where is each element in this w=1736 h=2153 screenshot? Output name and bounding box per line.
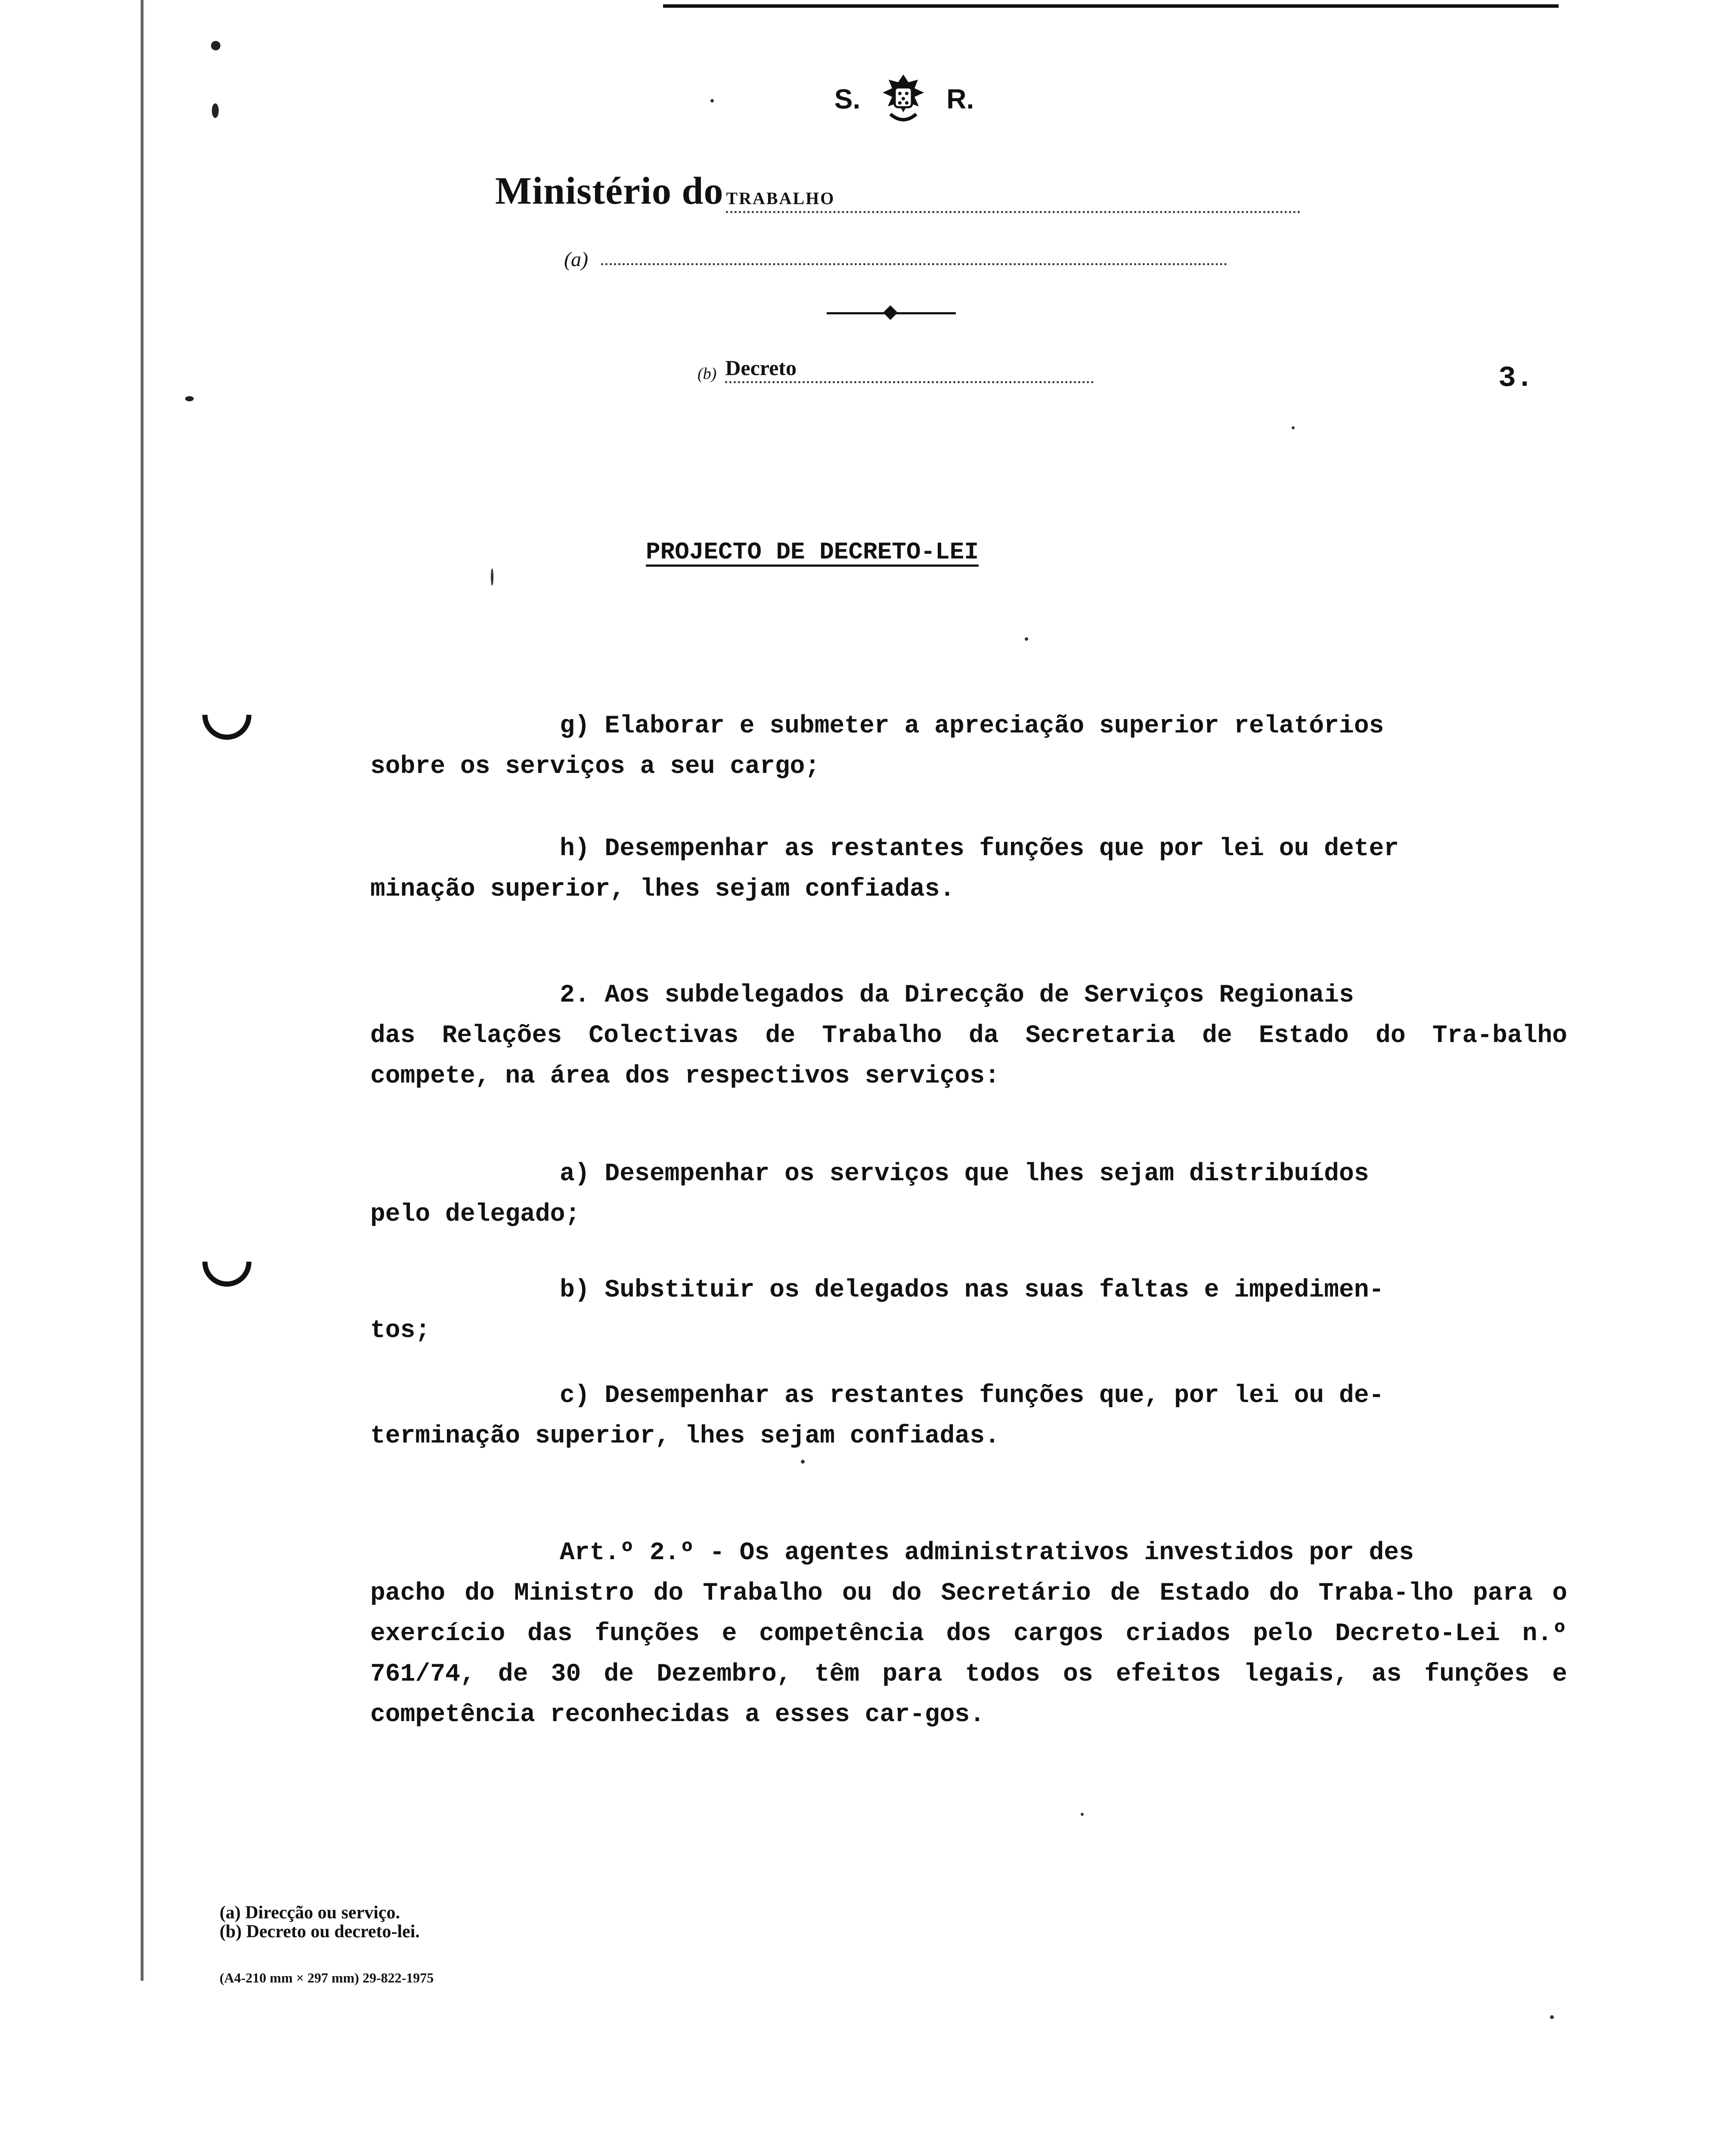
- field-a-label: (a): [564, 248, 588, 271]
- paragraph-first-line: a) Desempenhar os serviços que lhes sejam distribuídos: [560, 1160, 1369, 1188]
- scan-speck: [491, 568, 493, 586]
- scan-speck: [1025, 637, 1028, 641]
- footnote-a: (a) Direcção ou serviço.: [220, 1903, 400, 1923]
- punch-hole-mark: [202, 715, 251, 740]
- footnotes: [220, 1903, 420, 1941]
- paragraph-b: [370, 1270, 1567, 1351]
- paragraph-first-line: b) Substituir os delegados nas suas faltas e impedimen-: [560, 1276, 1384, 1304]
- field-a-dotted-line: [601, 263, 1227, 265]
- field-b-label: (b): [698, 365, 717, 383]
- coat-of-arms-icon: [877, 71, 929, 127]
- document-title: PROJECTO DE DECRETO-LEI: [646, 538, 979, 566]
- paragraph-rest: das Relações Colectivas de Trabalho da Secretaria de Estado do Tra-balho compete, na área dos respectivos serviços:: [370, 1022, 1567, 1090]
- scan-speck: [1550, 2015, 1554, 2019]
- paragraph-rest: sobre os serviços a seu cargo;: [370, 753, 820, 781]
- binding-speck: [212, 103, 219, 118]
- field-b-line: [698, 344, 1094, 383]
- binding-edge: [140, 0, 144, 1981]
- scan-speck: [1081, 1813, 1084, 1816]
- paragraph-first-line: 2. Aos subdelegados da Direcção de Serviços Regionais: [560, 981, 1354, 1009]
- paragraph-first-line: Art.º 2.º - Os agentes administrativos investidos por des: [560, 1539, 1414, 1567]
- paragraph-rest: pelo delegado;: [370, 1201, 580, 1229]
- form-code: (A4-210 mm × 297 mm) 29-822-1975: [220, 1970, 434, 1985]
- scan-speck: [801, 1460, 805, 1464]
- paragraph-c: [370, 1376, 1567, 1457]
- emblem-line: [797, 69, 1012, 129]
- paragraph-a: [370, 1154, 1567, 1235]
- paragraph-h: [370, 829, 1567, 910]
- paragraph-rest: minação superior, lhes sejam confiadas.: [370, 875, 955, 903]
- binding-speck: [185, 396, 194, 401]
- paragraph-first-line: g) Elaborar e submeter a apreciação superior relatórios: [560, 712, 1384, 740]
- paragraph-rest: pacho do Ministro do Trabalho ou do Secretário de Estado do Traba-lho para o exercício das funções e competência dos cargos criados pelo Decreto-Lei n.º 761/74, de 30 de Dezembro, têm para todos os efeitos legais, as funções e competência reconhecidas a esses car-gos.: [370, 1579, 1567, 1729]
- field-b-value: Decreto: [725, 355, 1094, 383]
- ministry-line: [495, 153, 1300, 213]
- page-number: 3.: [1498, 362, 1534, 395]
- paragraph-rest: terminação superior, lhes sejam confiadas.: [370, 1422, 1000, 1450]
- emblem-right-letter: R.: [946, 84, 974, 115]
- scan-speck: [1292, 426, 1295, 429]
- paragraph-g: [370, 706, 1567, 787]
- paragraph-2: [370, 975, 1567, 1097]
- top-rule: [663, 4, 1559, 8]
- ministry-value: TRABALHO: [726, 188, 1300, 213]
- diamond-icon: [883, 305, 898, 320]
- emblem-left-letter: S.: [834, 84, 861, 115]
- footnote-b: (b) Decreto ou decreto-lei.: [220, 1922, 420, 1942]
- ornamental-divider: [827, 307, 956, 320]
- punch-hole-mark: [202, 1262, 251, 1287]
- paragraph-first-line: h) Desempenhar as restantes funções que por lei ou deter: [560, 835, 1399, 863]
- paragraph-article-2: [370, 1533, 1567, 1735]
- field-a-line: [564, 233, 1227, 271]
- ministry-label: Ministério do: [495, 170, 724, 212]
- binding-speck: [211, 41, 220, 50]
- scan-speck: [710, 99, 714, 102]
- paragraph-rest: tos;: [370, 1317, 431, 1345]
- paragraph-first-line: c) Desempenhar as restantes funções que, por lei ou de-: [560, 1382, 1384, 1410]
